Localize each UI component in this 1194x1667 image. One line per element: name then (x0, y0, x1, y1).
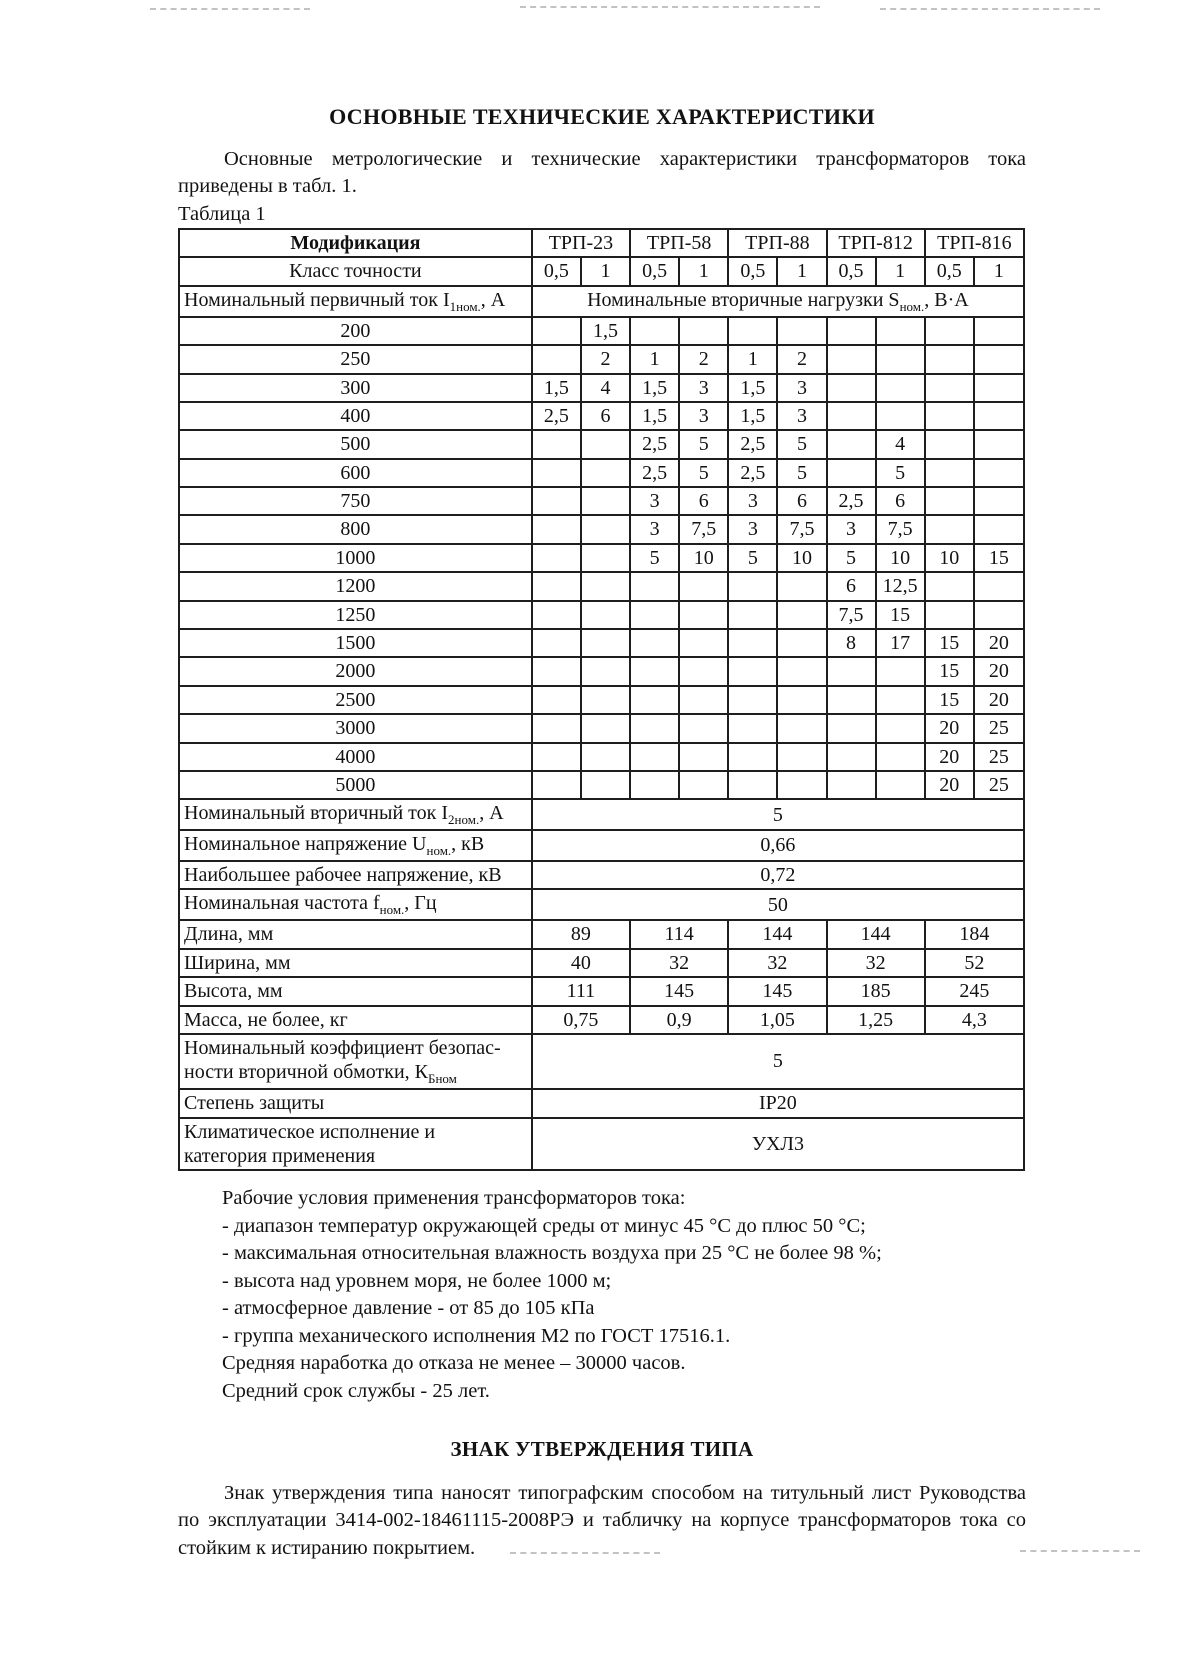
load-value-cell (827, 345, 876, 373)
load-value-cell (974, 430, 1024, 458)
load-value-cell (974, 601, 1024, 629)
load-value-cell (876, 743, 925, 771)
spec-row (179, 830, 1024, 861)
load-row (179, 317, 1024, 345)
load-value-cell (974, 374, 1024, 402)
load-value-cell (925, 317, 974, 345)
load-value-cell (827, 317, 876, 345)
spec-row (179, 861, 1024, 889)
load-value-cell: 10 (876, 544, 925, 572)
load-value-cell: 1,5 (532, 374, 581, 402)
load-row (179, 430, 1024, 458)
load-row (179, 572, 1024, 600)
load-value-cell: 3 (679, 374, 728, 402)
load-value-cell (974, 459, 1024, 487)
load-row (179, 345, 1024, 373)
load-value-cell: 20 (974, 629, 1024, 657)
spec-label-cell: Номинальная частота $f_{ном.}$, Гц (179, 889, 532, 920)
load-value-cell: 1,5 (630, 374, 679, 402)
load-value-cell (581, 487, 630, 515)
load-value-cell (728, 601, 777, 629)
load-value-cell: 15 (925, 686, 974, 714)
load-value-cell: 5 (876, 459, 925, 487)
load-value-cell: 20 (974, 686, 1024, 714)
spec-label-cell: Номинальное напряжение $U_{ном.}$, кВ (179, 830, 532, 861)
load-value-cell (777, 686, 826, 714)
load-value-cell (532, 459, 581, 487)
primary-current-value-cell: 500 (179, 430, 532, 458)
load-value-cell (777, 771, 826, 799)
load-value-cell: 2,5 (728, 430, 777, 458)
load-value-cell (728, 629, 777, 657)
load-value-cell (777, 743, 826, 771)
load-value-cell (532, 657, 581, 685)
load-value-cell (728, 686, 777, 714)
load-value-cell (728, 743, 777, 771)
load-value-cell: 10 (679, 544, 728, 572)
load-value-cell (974, 402, 1024, 430)
model-header-cell: ТРП-816 (925, 229, 1024, 257)
load-value-cell (532, 515, 581, 543)
load-value-cell (532, 345, 581, 373)
accuracy-value-cell: 1 (876, 257, 925, 285)
load-value-cell (728, 771, 777, 799)
spec-row (179, 889, 1024, 920)
model-header-cell: ТРП-23 (532, 229, 630, 257)
model-header-cell: ТРП-88 (728, 229, 826, 257)
load-value-cell (532, 601, 581, 629)
spec-value-cell: 0,72 (532, 861, 1024, 889)
load-value-cell (679, 629, 728, 657)
load-value-cell: 3 (630, 515, 679, 543)
spec-label-cell: Номинальный вторичный ток $I_{2ном.}$, А (179, 799, 532, 830)
load-value-cell: 2 (679, 345, 728, 373)
primary-current-value-cell: 4000 (179, 743, 532, 771)
load-value-cell (581, 714, 630, 742)
load-value-cell (679, 317, 728, 345)
load-value-cell (532, 743, 581, 771)
dimension-value-cell: 0,75 (532, 1006, 630, 1034)
load-value-cell (679, 743, 728, 771)
accuracy-value-cell: 1 (679, 257, 728, 285)
spec-row (179, 1034, 1024, 1089)
load-value-cell (777, 572, 826, 600)
load-value-cell: 7,5 (876, 515, 925, 543)
load-row (179, 657, 1024, 685)
load-value-cell: 3 (630, 487, 679, 515)
primary-current-value-cell: 250 (179, 345, 532, 373)
load-value-cell (827, 402, 876, 430)
load-value-cell (630, 771, 679, 799)
model-header-row (179, 229, 1024, 257)
load-value-cell: 8 (827, 629, 876, 657)
dimension-value-cell: 32 (827, 949, 925, 977)
load-value-cell: 20 (925, 714, 974, 742)
load-value-cell (630, 572, 679, 600)
dimension-label-cell: Ширина, мм (179, 949, 532, 977)
primary-current-value-cell: 5000 (179, 771, 532, 799)
spec-value-cell: 0,66 (532, 830, 1024, 861)
load-value-cell (679, 686, 728, 714)
primary-current-value-cell: 1250 (179, 601, 532, 629)
load-value-cell (876, 714, 925, 742)
load-value-cell (679, 657, 728, 685)
load-value-cell (630, 743, 679, 771)
load-value-cell (876, 771, 925, 799)
load-value-cell: 6 (827, 572, 876, 600)
load-value-cell (679, 714, 728, 742)
dimension-value-cell: 185 (827, 977, 925, 1005)
accuracy-value-cell: 0,5 (925, 257, 974, 285)
load-value-cell: 2 (777, 345, 826, 373)
spec-value-cell: 5 (532, 799, 1024, 830)
load-value-cell: 3 (728, 487, 777, 515)
load-value-cell (876, 345, 925, 373)
primary-current-value-cell: 300 (179, 374, 532, 402)
load-value-cell (581, 686, 630, 714)
dimension-value-cell: 245 (925, 977, 1024, 1005)
load-row (179, 487, 1024, 515)
dimension-value-cell: 145 (728, 977, 826, 1005)
load-row (179, 459, 1024, 487)
load-row (179, 714, 1024, 742)
load-value-cell (630, 686, 679, 714)
load-value-cell (630, 317, 679, 345)
load-value-cell: 2,5 (630, 430, 679, 458)
load-value-cell: 20 (974, 657, 1024, 685)
load-value-cell: 12,5 (876, 572, 925, 600)
load-value-cell: 6 (777, 487, 826, 515)
dimension-value-cell: 40 (532, 949, 630, 977)
load-value-cell (827, 430, 876, 458)
load-value-cell (827, 686, 876, 714)
load-row (179, 686, 1024, 714)
dimension-row (179, 920, 1024, 948)
load-value-cell (777, 601, 826, 629)
load-value-cell (925, 345, 974, 373)
load-value-cell (532, 771, 581, 799)
mtbf-line: Средняя наработка до отказа не менее – 30000 часов. (222, 1352, 686, 1375)
subheader-row (179, 286, 1024, 317)
load-value-cell: 1,5 (728, 402, 777, 430)
spec-value-cell: IP20 (532, 1089, 1024, 1117)
load-value-cell: 25 (974, 771, 1024, 799)
load-value-cell (728, 657, 777, 685)
load-value-cell: 6 (679, 487, 728, 515)
dimension-row (179, 949, 1024, 977)
load-value-cell: 3 (827, 515, 876, 543)
load-value-cell (630, 629, 679, 657)
load-row (179, 771, 1024, 799)
accuracy-class-row (179, 257, 1024, 285)
spec-row (179, 799, 1024, 830)
load-value-cell: 3 (777, 402, 826, 430)
load-value-cell (630, 657, 679, 685)
load-value-cell: 3 (728, 515, 777, 543)
spec-label-cell: Климатическое исполнение и категория применения (179, 1118, 532, 1171)
dimension-value-cell: 32 (728, 949, 826, 977)
load-value-cell (777, 657, 826, 685)
load-value-cell (581, 629, 630, 657)
load-value-cell: 5 (728, 544, 777, 572)
load-value-cell (728, 317, 777, 345)
load-value-cell (974, 345, 1024, 373)
condition-item: - диапазон температур окружающей среды от минус 45 °С до плюс 50 °С; (222, 1214, 866, 1237)
load-value-cell: 3 (679, 402, 728, 430)
type-approval-paragraph: Знак утверждения типа наносят типографским способом на титульный лист Руководства по эксплуатации 3414-002-18461115-2008РЭ и табличку на корпусе трансформаторов тока со стойким к истиранию покрытием. (178, 1482, 1026, 1559)
load-value-cell: 1,5 (630, 402, 679, 430)
primary-current-value-cell: 400 (179, 402, 532, 430)
dimension-label-cell: Длина, мм (179, 920, 532, 948)
load-value-cell (925, 601, 974, 629)
load-value-cell: 7,5 (827, 601, 876, 629)
dimension-value-cell: 1,25 (827, 1006, 925, 1034)
load-value-cell: 15 (925, 629, 974, 657)
load-value-cell: 5 (679, 430, 728, 458)
accuracy-value-cell: 1 (581, 257, 630, 285)
load-value-cell: 2,5 (728, 459, 777, 487)
load-value-cell (630, 601, 679, 629)
condition-item: - группа механического исполнения М2 по ГОСТ 17516.1. (222, 1324, 731, 1347)
load-row (179, 544, 1024, 572)
accuracy-label-cell: Класс точности (179, 257, 532, 285)
load-value-cell (925, 572, 974, 600)
primary-current-value-cell: 2000 (179, 657, 532, 685)
dimension-value-cell: 144 (728, 920, 826, 948)
load-value-cell (974, 317, 1024, 345)
condition-item: - атмосферное давление - от 85 до 105 кПа (222, 1297, 595, 1320)
load-value-cell (925, 459, 974, 487)
load-value-cell (827, 771, 876, 799)
load-value-cell (630, 714, 679, 742)
load-value-cell: 2 (581, 345, 630, 373)
load-value-cell (532, 686, 581, 714)
load-value-cell (925, 374, 974, 402)
spec-value-cell: 50 (532, 889, 1024, 920)
load-value-cell (827, 459, 876, 487)
load-value-cell (532, 430, 581, 458)
load-value-cell: 7,5 (679, 515, 728, 543)
load-value-cell (581, 430, 630, 458)
dimension-value-cell: 1,05 (728, 1006, 826, 1034)
dimension-value-cell: 145 (630, 977, 728, 1005)
dimension-value-cell: 52 (925, 949, 1024, 977)
dimension-row (179, 1006, 1024, 1034)
section-title-type-approval: ЗНАК УТВЕРЖДЕНИЯ ТИПА (450, 1437, 754, 1462)
load-value-cell: 7,5 (777, 515, 826, 543)
working-conditions-block (222, 1185, 1026, 1405)
load-value-cell (679, 572, 728, 600)
load-value-cell (532, 317, 581, 345)
spec-row (179, 1089, 1024, 1117)
load-value-cell (974, 515, 1024, 543)
load-value-cell: 5 (679, 459, 728, 487)
load-row (179, 515, 1024, 543)
load-value-cell (876, 374, 925, 402)
load-value-cell (679, 601, 728, 629)
model-header-cell: ТРП-812 (827, 229, 925, 257)
load-value-cell: 6 (581, 402, 630, 430)
dimension-value-cell: 144 (827, 920, 925, 948)
load-value-cell: 15 (876, 601, 925, 629)
dimension-label-cell: Высота, мм (179, 977, 532, 1005)
load-value-cell: 10 (925, 544, 974, 572)
load-value-cell (827, 374, 876, 402)
load-value-cell (925, 487, 974, 515)
load-value-cell: 20 (925, 771, 974, 799)
load-value-cell (827, 657, 876, 685)
load-value-cell (876, 657, 925, 685)
primary-current-value-cell: 750 (179, 487, 532, 515)
modification-header-cell: Модификация (179, 229, 532, 257)
primary-current-label-cell: Номинальный первичный ток $I_{1ном.}$, А (179, 286, 532, 317)
load-value-cell: 5 (827, 544, 876, 572)
load-value-cell: 1,5 (581, 317, 630, 345)
load-row (179, 601, 1024, 629)
conditions-lead: Рабочие условия применения трансформаторов тока: (222, 1187, 686, 1210)
load-value-cell: 15 (974, 544, 1024, 572)
primary-current-value-cell: 600 (179, 459, 532, 487)
load-value-cell (974, 572, 1024, 600)
dimension-value-cell: 184 (925, 920, 1024, 948)
load-value-cell (581, 601, 630, 629)
dimension-value-cell: 32 (630, 949, 728, 977)
primary-current-value-cell: 200 (179, 317, 532, 345)
load-value-cell: 25 (974, 743, 1024, 771)
dimension-value-cell: 4,3 (925, 1006, 1024, 1034)
load-value-cell (876, 686, 925, 714)
accuracy-value-cell: 1 (974, 257, 1024, 285)
dimension-value-cell: 89 (532, 920, 630, 948)
load-value-cell (532, 544, 581, 572)
load-value-cell (777, 629, 826, 657)
load-value-cell (581, 771, 630, 799)
dimension-row (179, 977, 1024, 1005)
specs-table (178, 228, 1025, 1171)
load-value-cell (532, 487, 581, 515)
dimension-value-cell: 114 (630, 920, 728, 948)
load-value-cell (728, 572, 777, 600)
load-value-cell (532, 714, 581, 742)
spec-label-cell: Номинальный коэффициент безопас- ности вторичной обмотки, $К_{Бном}$ (179, 1034, 532, 1089)
dimension-value-cell: 111 (532, 977, 630, 1005)
load-value-cell: 25 (974, 714, 1024, 742)
primary-current-value-cell: 1500 (179, 629, 532, 657)
load-row (179, 629, 1024, 657)
primary-current-value-cell: 1200 (179, 572, 532, 600)
conditions-list (222, 1213, 1026, 1350)
load-value-cell: 2,5 (630, 459, 679, 487)
load-value-cell: 1,5 (728, 374, 777, 402)
load-row (179, 374, 1024, 402)
table-caption: Таблица 1 (178, 203, 266, 226)
load-value-cell: 2,5 (827, 487, 876, 515)
accuracy-value-cell: 0,5 (827, 257, 876, 285)
load-value-cell: 5 (777, 459, 826, 487)
load-value-cell: 15 (925, 657, 974, 685)
secondary-load-label-cell: Номинальные вторичные нагрузки $S_{ном.}$, В·А (532, 286, 1024, 317)
load-value-cell (532, 629, 581, 657)
accuracy-value-cell: 0,5 (630, 257, 679, 285)
load-value-cell (925, 515, 974, 543)
primary-current-value-cell: 3000 (179, 714, 532, 742)
accuracy-value-cell: 1 (777, 257, 826, 285)
load-value-cell (974, 487, 1024, 515)
load-value-cell (876, 402, 925, 430)
load-value-cell (581, 515, 630, 543)
spec-value-cell: УХЛ3 (532, 1118, 1024, 1171)
load-value-cell (728, 714, 777, 742)
model-header-cell: ТРП-58 (630, 229, 728, 257)
load-value-cell (925, 402, 974, 430)
load-value-cell (581, 544, 630, 572)
load-value-cell: 4 (876, 430, 925, 458)
load-value-cell (679, 771, 728, 799)
section-title-characteristics: ОСНОВНЫЕ ТЕХНИЧЕСКИЕ ХАРАКТЕРИСТИКИ (329, 104, 875, 129)
primary-current-value-cell: 2500 (179, 686, 532, 714)
primary-current-value-cell: 1000 (179, 544, 532, 572)
load-value-cell: 4 (581, 374, 630, 402)
primary-current-value-cell: 800 (179, 515, 532, 543)
load-value-cell (581, 459, 630, 487)
service-life-line: Средний срок службы - 25 лет. (222, 1379, 490, 1402)
load-value-cell (581, 572, 630, 600)
load-value-cell (532, 572, 581, 600)
load-value-cell: 17 (876, 629, 925, 657)
load-value-cell (581, 743, 630, 771)
load-row (179, 743, 1024, 771)
accuracy-value-cell: 0,5 (532, 257, 581, 285)
load-value-cell: 1 (630, 345, 679, 373)
load-value-cell: 10 (777, 544, 826, 572)
load-value-cell (581, 657, 630, 685)
load-value-cell: 6 (876, 487, 925, 515)
dimension-label-cell: Масса, не более, кг (179, 1006, 532, 1034)
load-value-cell: 5 (630, 544, 679, 572)
condition-item: - максимальная относительная влажность воздуха при 25 °С не более 98 %; (222, 1242, 882, 1265)
load-value-cell: 3 (777, 374, 826, 402)
load-row (179, 402, 1024, 430)
condition-item: - высота над уровнем моря, не более 1000 м; (222, 1269, 612, 1292)
load-value-cell (777, 714, 826, 742)
load-value-cell (827, 743, 876, 771)
spec-label-cell: Наибольшее рабочее напряжение, кВ (179, 861, 532, 889)
load-value-cell: 5 (777, 430, 826, 458)
spec-label-cell: Степень защиты (179, 1089, 532, 1117)
dimension-value-cell: 0,9 (630, 1006, 728, 1034)
spec-row (179, 1118, 1024, 1171)
load-value-cell (925, 430, 974, 458)
intro-paragraph: Основные метрологические и технические характеристики трансформаторов тока приведены в табл. 1. (178, 148, 1026, 198)
load-value-cell (827, 714, 876, 742)
load-value-cell: 20 (925, 743, 974, 771)
load-value-cell: 1 (728, 345, 777, 373)
accuracy-value-cell: 0,5 (728, 257, 777, 285)
spec-value-cell: 5 (532, 1034, 1024, 1089)
load-value-cell (876, 317, 925, 345)
load-value-cell (777, 317, 826, 345)
load-value-cell: 2,5 (532, 402, 581, 430)
